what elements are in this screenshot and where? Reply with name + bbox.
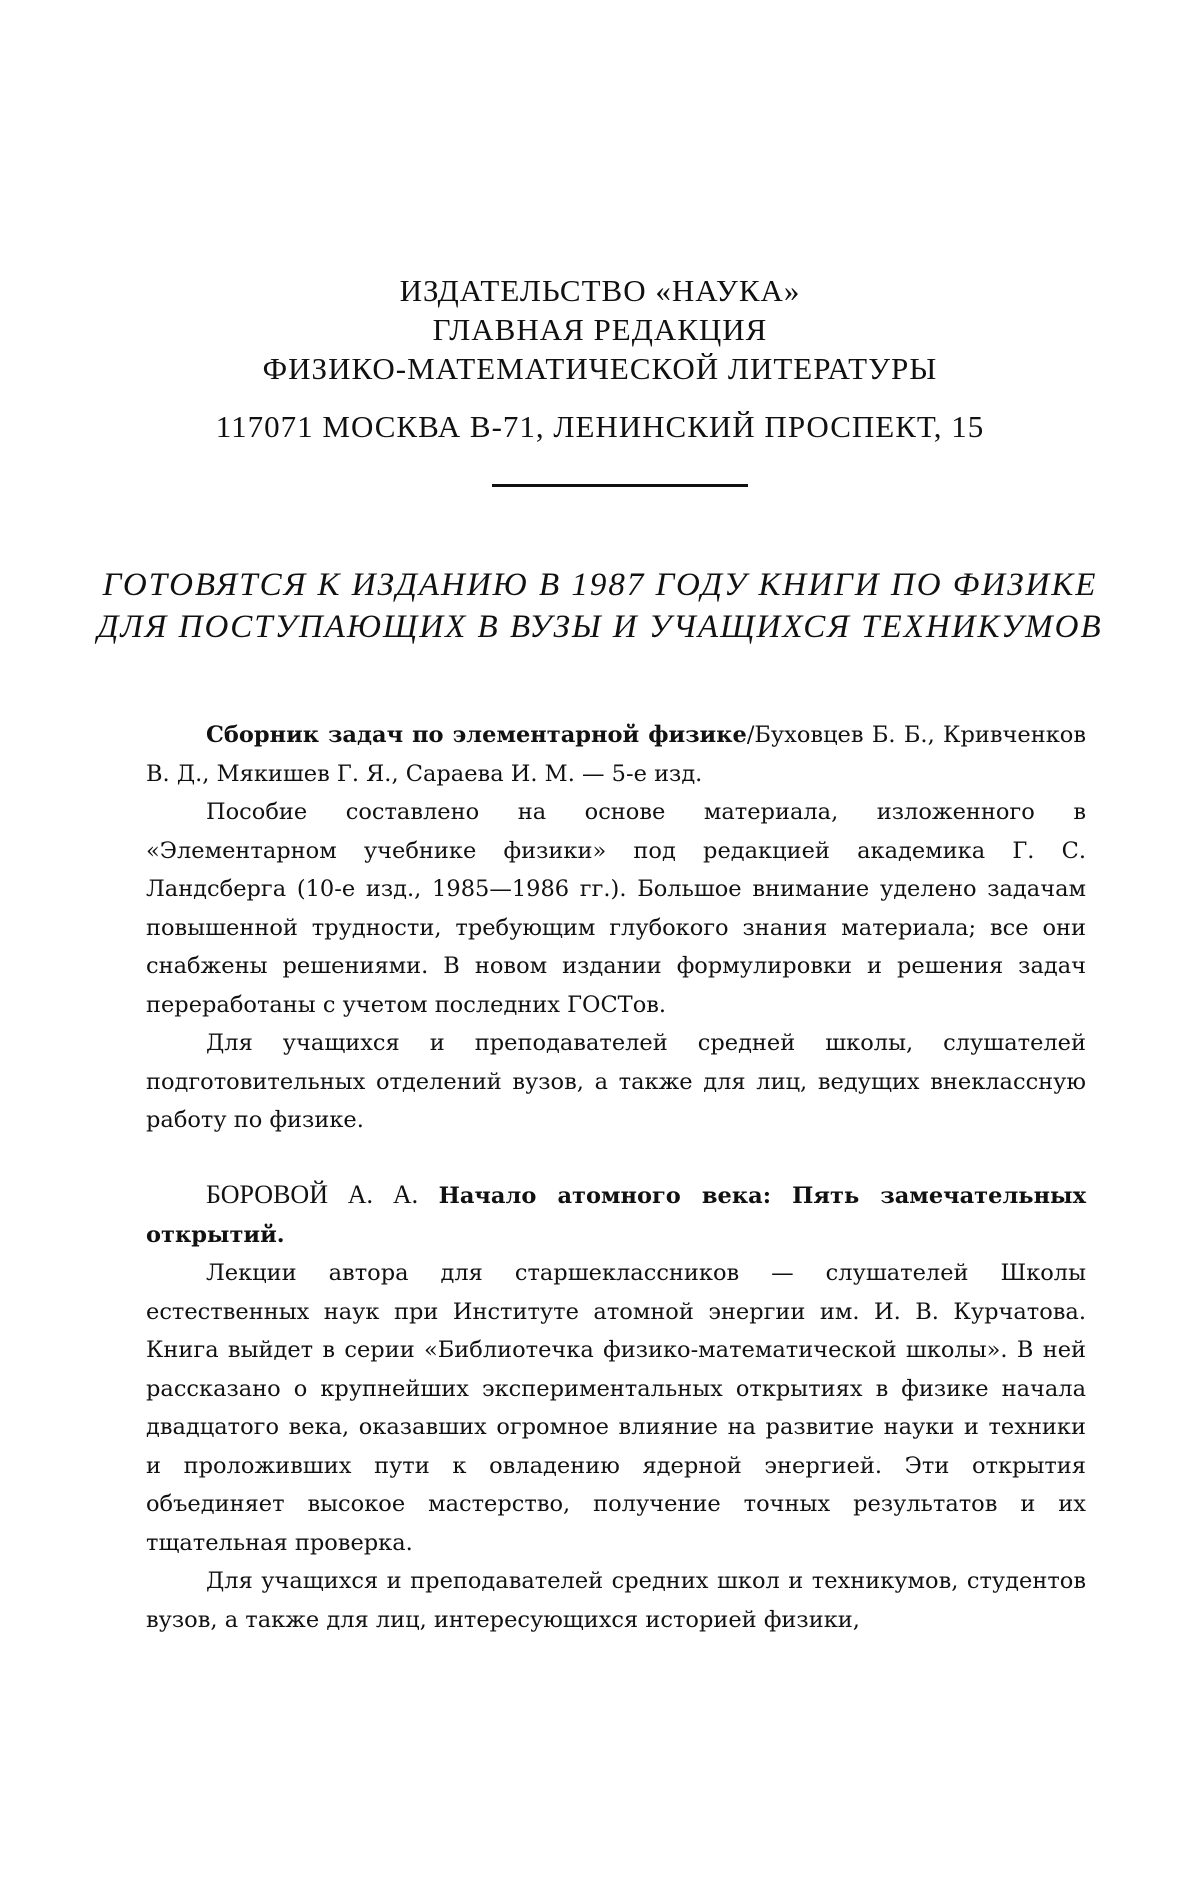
book-2-title: Начало атомного века: Пять замечательных открытий. — [146, 1183, 1087, 1248]
publisher-name: ИЗДАТЕЛЬСТВО «НАУКА» — [399, 273, 801, 308]
book-2-audience: Для учащихся и преподавателей средних школ и техникумов, студентов вузов, а также для лиц, интересующихся историей физики, — [146, 1568, 1086, 1633]
editorial-department: ФИЗИКО-МАТЕМАТИЧЕСКОЙ ЛИТЕРАТУРЫ — [262, 351, 938, 386]
book-entry-1 — [146, 716, 1086, 1140]
book-1-heading — [146, 716, 1086, 793]
divider-rule — [492, 484, 748, 487]
book-1-title: Сборник задач по элементарной физике — [206, 722, 747, 748]
publisher-address: 117071 МОСКВА В-71, ЛЕНИНСКИЙ ПРОСПЕКТ, 15 — [215, 409, 985, 444]
book-entry-2 — [146, 1176, 1086, 1639]
announcement-title-line1: ГОТОВЯТСЯ К ИЗДАНИЮ В 1987 ГОДУ КНИГИ ПО ФИЗИКЕ — [102, 567, 1098, 603]
book-1-authors: /Буховцев Б. Б., Кривченков В. Д., Мякишев Г. Я., Сараева И. М. — 5-е изд. — [146, 722, 1086, 787]
book-2-heading — [146, 1176, 1086, 1254]
editorial-office: ГЛАВНАЯ РЕДАКЦИЯ — [432, 312, 768, 347]
announcement-title-line2: ДЛЯ ПОСТУПАЮЩИХ В ВУЗЫ И УЧАЩИХСЯ ТЕХНИКУМОВ — [97, 609, 1103, 645]
book-1-audience: Для учащихся и преподавателей средней школы, слушателей подготовительных отделений вузов, а также для лиц, ведущих внеклассную работу по физике. — [146, 1030, 1086, 1133]
book-2-description: Лекции автора для старшеклассников — слушателей Школы естественных наук при Институте атомной энергии им. И. В. Курчатова. Книга выйдет в серии «Библиотечка физико-математической школы». В ней рассказано о крупнейших экспериментальных открытиях в физике начала двадцатого века, оказавших огромное влияние на развитие науки и техники и проложивших пути к овладению ядерной энергией. Эти открытия объединяет высокое мастерство, получение точных результатов и их тщательная проверка. — [146, 1260, 1086, 1556]
book-1-description: Пособие составлено на основе материала, изложенного в «Элементарном учебнике физики» под редакцией академика Г. С. Ландсберга (10-е изд., 1985—1986 гг.). Большое внимание уделено задачам повышенной трудности, требующим глубокого знания материала; все они снабжены решениями. В новом издании формулировки и решения задач переработаны с учетом последних ГОСТов. — [146, 799, 1086, 1018]
book-2-author: БОРОВОЙ А. А. — [206, 1180, 419, 1209]
